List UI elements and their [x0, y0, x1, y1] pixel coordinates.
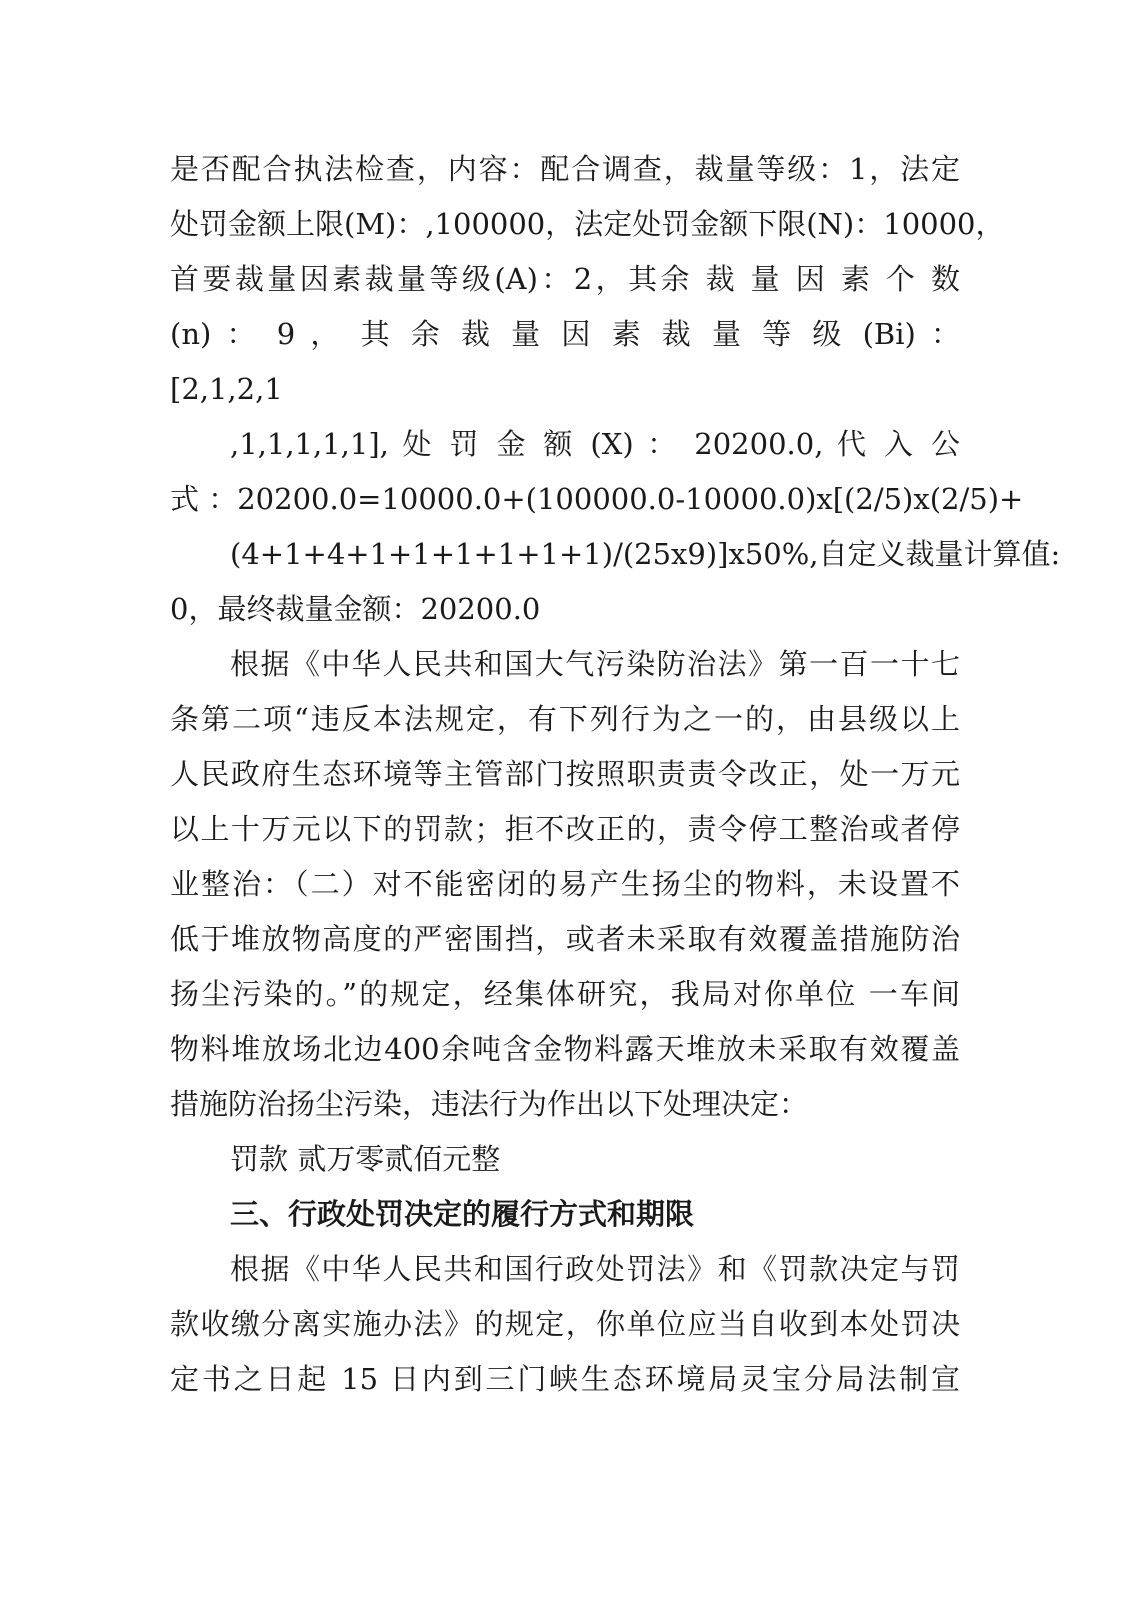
section-heading: 三、行政处罚决定的履行方式和期限 — [230, 1197, 695, 1231]
text-line: 处罚金额上限(M)：,100000，法定处罚金额下限(N)：10000， — [170, 207, 1005, 241]
text-line: 首要裁量因素裁量等级(A)：2，其余 裁 量 因 素 个 数 — [170, 262, 960, 296]
paragraph-line: 措施防治扬尘污染，违法行为作出以下处理决定： — [170, 1087, 809, 1121]
paragraph-line: 根据《中华人民共和国大气污染防治法》第一百一十七 — [230, 647, 960, 681]
paragraph-line: 以上十万元以下的罚款；拒不改正的，责令停工整治或者停 — [170, 812, 960, 846]
paragraph-line: 人民政府生态环境等主管部门按照职责责令改正，处一万元 — [170, 757, 960, 791]
text-line: [2,1,2,1 — [170, 372, 283, 406]
paragraph-line: 扬尘污染的。”的规定，经集体研究，我局对你单位 一车间 — [170, 977, 960, 1011]
text-line: 式 ：20200.0=10000.0+(100000.0-10000.0)x[(2/5)x(2/5)+ — [170, 482, 1024, 516]
paragraph-line: 款收缴分离实施办法》的规定，你单位应当自收到本处罚决 — [170, 1307, 960, 1341]
text-line: (4+1+4+1+1+1+1+1+1)/(25x9)]x50%,自定义裁量计算值: — [230, 537, 1061, 571]
paragraph-line: 业整治：（二）对不能密闭的易产生扬尘的物料，未设置不 — [170, 867, 960, 901]
paragraph-line: 根据《中华人民共和国行政处罚法》和《罚款决定与罚 — [230, 1252, 960, 1286]
paragraph-line: 定书之日起 15 日内到三门峡生态环境局灵宝分局法制宣 — [170, 1362, 960, 1396]
paragraph-line: 条第二项“违反本法规定，有下列行为之一的，由县级以上 — [170, 702, 960, 736]
text-line: ,1,1,1,1,1], 处 罚 金 额 (X) ： 20200.0, 代 入 公 — [230, 427, 960, 461]
paragraph-line: 物料堆放场北边400余吨含金物料露天堆放未采取有效覆盖 — [170, 1032, 960, 1066]
text-line: 是否配合执法检查，内容：配合调查，裁量等级：1，法定 — [170, 152, 960, 186]
fine-amount: 罚款 贰万零贰佰元整 — [230, 1142, 501, 1176]
text-line: 0，最终裁量金额：20200.0 — [170, 592, 541, 626]
paragraph-line: 低于堆放物高度的严密围挡，或者未采取有效覆盖措施防治 — [170, 922, 960, 956]
text-line: (n) ： 9 ， 其 余 裁 量 因 素 裁 量 等 级 (Bi) ： — [170, 317, 960, 351]
